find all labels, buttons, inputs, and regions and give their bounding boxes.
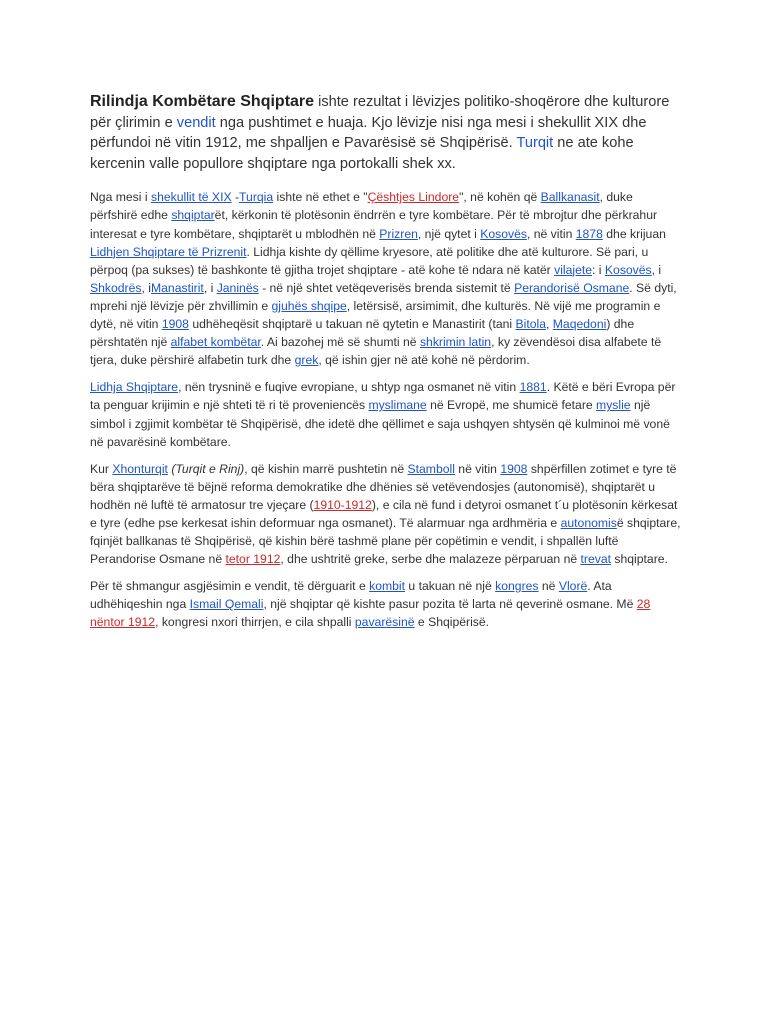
link-shkrimin-latin[interactable]: shkrimin latin bbox=[419, 335, 492, 350]
text-run: , duke përfshirë edhe bbox=[90, 190, 633, 223]
text-run: udhëheqësit shqiptarë u takuan në qytetin e Manastirit (tani bbox=[188, 317, 516, 332]
link-prizren[interactable]: Prizren bbox=[379, 226, 418, 241]
link-kosoves[interactable]: Kosovës bbox=[604, 262, 652, 277]
text-run: shpërfillen zotimet e tyre të bëra shqiptarëve të bëjnë reforma demokratike dhe dhënies së vetëvendosjes (autonomisë), shqiptarët u hodhën në luftë të armatosur tre vjeçare ( bbox=[90, 461, 677, 512]
text-run: Kur bbox=[90, 461, 113, 476]
link-ballkanasit[interactable]: Ballkanasit bbox=[540, 190, 600, 205]
link-kombit[interactable]: kombit bbox=[369, 579, 406, 594]
paragraph-suppression-of-league bbox=[90, 378, 682, 450]
link-1881[interactable]: 1881 bbox=[519, 380, 547, 395]
link-autonomis[interactable]: autonomis bbox=[560, 515, 617, 530]
link-vilajete[interactable]: vilajete bbox=[554, 262, 593, 277]
text-run: - në një shtet vetëqeverisës brenda sistemit të bbox=[258, 280, 515, 295]
text-run: nga pushtimet e huaja. Kjo lëvizje nisi nga mesi i shekullit XIX dhe përfundoi në vitin 1912, me shpalljen e Pavarësisë së Shqipërisë. bbox=[90, 114, 647, 152]
link-pavaresine[interactable]: pavarësinë bbox=[354, 615, 415, 630]
text-run: e Shqipërisë. bbox=[414, 615, 490, 630]
text-run: , bbox=[546, 317, 553, 332]
text-run: , ky zëvendësoi disa alfabete të tjera, duke përshirë alfabetin turk dhe bbox=[90, 335, 662, 368]
text-run: , i bbox=[141, 280, 151, 295]
link-1908[interactable]: 1908 bbox=[500, 461, 528, 476]
text-run: ishte në ethet e " bbox=[273, 190, 368, 205]
link-1878[interactable]: 1878 bbox=[575, 226, 603, 241]
text-run: , në vitin bbox=[526, 226, 576, 241]
link-1910-1912[interactable]: 1910-1912 bbox=[313, 497, 372, 512]
link-trevat[interactable]: trevat bbox=[580, 552, 612, 567]
text-run: , i bbox=[203, 280, 217, 295]
text-run: ) dhe përshtatën një bbox=[90, 317, 635, 350]
text-run: . Lidhja kishte dy qëllime kryesore, atë politike dhe atë kulturore. Së pari, u përpoq (pa sukses) të bashkonte të gjitha trojet shqiptare - atë kohe të ndara në katër bbox=[90, 244, 649, 277]
text-run: . Këtë e bëri Evropa për ta penguar krijimin e një shteti të ri të proveniencës bbox=[90, 380, 676, 413]
link-turqia[interactable]: Turqia bbox=[239, 190, 274, 205]
link-myslie[interactable]: myslie bbox=[596, 398, 631, 413]
link-ismail-qemali[interactable]: Ismail Qemali bbox=[189, 597, 264, 612]
link-alfabet-kombetar[interactable]: alfabet kombëtar bbox=[170, 335, 261, 350]
paragraph-young-turks bbox=[90, 460, 682, 569]
link-vlore[interactable]: Vlorë bbox=[558, 579, 588, 594]
link-janines[interactable]: Janinës bbox=[216, 280, 259, 295]
text-run: në Evropë, me shumicë fetare bbox=[426, 398, 597, 413]
link-maqedoni[interactable]: Maqedoni bbox=[552, 317, 607, 332]
link-stamboll[interactable]: Stamboll bbox=[407, 461, 455, 476]
link-shekullit-te-xix[interactable]: shekullit të XIX bbox=[150, 190, 232, 205]
text-run: ", në kohën që bbox=[459, 190, 541, 205]
text-run: dhe krijuan bbox=[602, 226, 666, 241]
intro-paragraph bbox=[90, 92, 682, 174]
text-run: , dhe ushtritë greke, serbe dhe malazeze përparuan në bbox=[280, 552, 581, 567]
text-run: në vitin bbox=[454, 461, 501, 476]
text-run: një simbol i zgjimit kombëtar të Shqipërisë, dhe idetë dhe qëllimet e saja ushqyen shtysën që kulminoi më vonë në pavarësinë kombëtare. bbox=[90, 398, 670, 449]
link-lidhjen-shqiptare-te-prizrenit[interactable]: Lidhjen Shqiptare të Prizrenit bbox=[90, 244, 247, 259]
document-page bbox=[90, 92, 682, 641]
text-run: u takuan në një bbox=[405, 579, 496, 594]
text-run: ë shqiptare, fqinjët ballkanas të Shqipërisë, që kishin bërë tashmë plane për copëtimin e vendit, i shpallën luftë Perandorise Osmane në bbox=[90, 515, 681, 567]
text-run: , që ishin gjer në atë kohë në përdorim. bbox=[318, 353, 530, 368]
link-kosoves[interactable]: Kosovës bbox=[480, 226, 527, 241]
link-tetor-1912[interactable]: tetor 1912 bbox=[225, 552, 281, 567]
link-grek[interactable]: grek bbox=[294, 353, 319, 368]
text-run: shqiptare. bbox=[611, 552, 668, 567]
link-xhonturqit[interactable]: Xhonturqit bbox=[112, 461, 168, 476]
text-run: , nën trysninë e fuqive evropiane, u shtyp nga osmanet në vitin bbox=[178, 380, 520, 395]
text-run: , një qytet i bbox=[417, 226, 481, 241]
text-run: . Ata udhëhiqeshin nga bbox=[90, 579, 612, 612]
link-turqit[interactable]: Turqit bbox=[516, 135, 554, 152]
link-bitola[interactable]: Bitola bbox=[515, 317, 546, 332]
text-run: , letërsisë, arsimimit, dhe kulturës. Në vijë me programin e dytë, në vitin bbox=[90, 298, 661, 332]
paragraph-league-of-prizren bbox=[90, 188, 682, 369]
link-28-nentor-1912[interactable]: 28 nëntor 1912 bbox=[90, 597, 651, 630]
text-run: ishte rezultat i lëvizjes politiko-shoqërore dhe kulturore për çlirimin e bbox=[90, 94, 670, 131]
text-run: ne ate kohe kercenin valle popullore shqiptare nga portokalli shek xx. bbox=[90, 135, 634, 172]
italic-text: (Turqit e Rinj) bbox=[171, 461, 245, 476]
paragraph-independence bbox=[90, 577, 682, 631]
text-run: . Ai bazohej më së shumti në bbox=[260, 335, 420, 350]
text-run: Për të shmangur asgjësimin e vendit, të dërguarit e bbox=[90, 579, 370, 594]
link-perandorise-osmane[interactable]: Perandorisë Osmane bbox=[514, 280, 630, 295]
link-lidhja-shqiptare[interactable]: Lidhja Shqiptare bbox=[90, 380, 179, 395]
text-run: - bbox=[231, 190, 240, 205]
link-ceshtjes-lindore[interactable]: Çështjes Lindore bbox=[367, 190, 460, 205]
text-run: ), e cila në fund i detyroi osmanet t´u plotësonin kërkesat e tyre (edhe pse kerkesat ishin deformuar nga osmanet). Të alarmuar nga ardhmëria e bbox=[90, 497, 678, 530]
text-run: . Së dyti, mprehi një lëvizje për zhvillimin e bbox=[90, 280, 677, 313]
link-vendit[interactable]: vendit bbox=[176, 114, 216, 131]
link-gjuhes-shqipe[interactable]: gjuhës shqipe bbox=[271, 298, 347, 313]
link-manastirit[interactable]: Manastirit bbox=[150, 280, 204, 295]
link-shkodres[interactable]: Shkodrës bbox=[90, 280, 142, 295]
text-run: në bbox=[538, 579, 559, 594]
link-kongres[interactable]: kongres bbox=[495, 579, 539, 594]
link-myslimane[interactable]: myslimane bbox=[368, 398, 427, 413]
text-run: , i bbox=[651, 262, 662, 277]
text-run: , një shqiptar që kishte pasur pozita të larta në qeverinë osmane. Më bbox=[263, 597, 637, 612]
link-1908[interactable]: 1908 bbox=[161, 317, 189, 332]
text-run: : i bbox=[592, 262, 605, 277]
text-run: , kongresi nxori thirrjen, e cila shpalli bbox=[155, 615, 355, 630]
article-title: Rilindja Kombëtare Shqiptare bbox=[90, 93, 315, 110]
link-shqiptar[interactable]: shqiptar bbox=[171, 208, 215, 223]
text-run: ët, kërkonin të plotësonin ëndrrën e tyre kombëtare. Për të mbrojtur dhe përkrahur interesat e tyre kombëtare, shqiptarët u mblodhën në bbox=[90, 208, 658, 241]
text-run: Nga mesi i bbox=[90, 190, 151, 205]
text-run: , që kishin marrë pushtetin në bbox=[244, 461, 408, 476]
